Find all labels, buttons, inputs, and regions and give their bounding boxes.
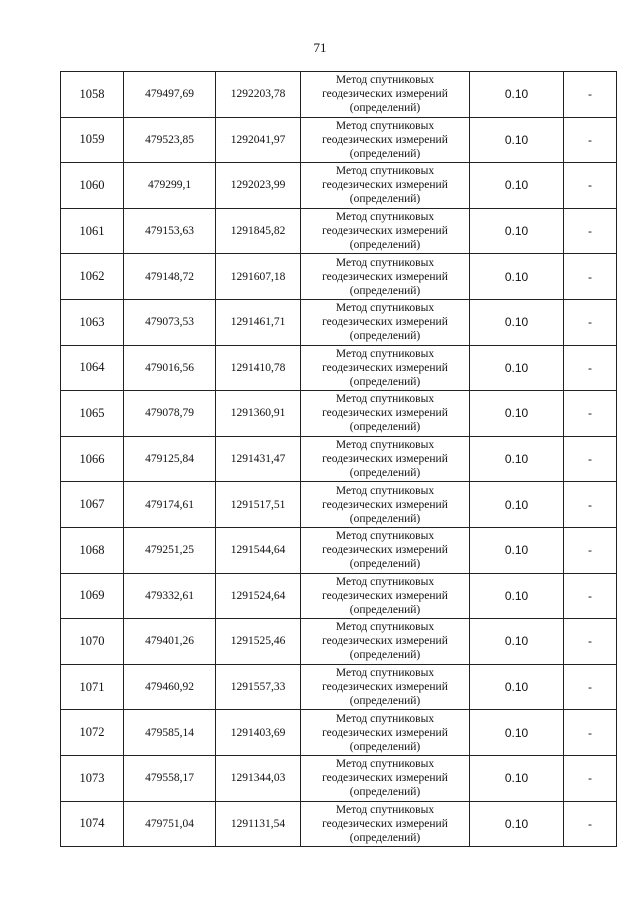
table-row (61, 391, 617, 437)
x-coordinate-cell: 479751,04 (124, 801, 216, 847)
method-line: Метод спутниковых (335, 758, 435, 771)
x-coordinate-cell: 479460,92 (124, 664, 216, 710)
accuracy-cell: 0.10 (470, 254, 564, 300)
y-coordinate-cell: 1291524,64 (216, 573, 301, 619)
method-line: Метод спутниковых (335, 74, 435, 87)
point-number-cell: 1063 (61, 299, 124, 345)
method-cell (301, 254, 470, 300)
accuracy-cell: 0.10 (470, 72, 564, 118)
accuracy-cell: 0.10 (470, 345, 564, 391)
method-line: геодезических измерений (322, 407, 448, 420)
accuracy-cell: 0.10 (470, 391, 564, 437)
y-coordinate-cell: 1291344,03 (216, 755, 301, 801)
method-cell (301, 573, 470, 619)
method-line: геодезических измерений (322, 726, 448, 739)
table-row (61, 801, 617, 847)
accuracy-cell: 0.10 (470, 299, 564, 345)
table-row (61, 436, 617, 482)
method-cell (301, 664, 470, 710)
note-cell: - (564, 482, 617, 528)
note-cell: - (564, 72, 617, 118)
y-coordinate-cell: 1291557,33 (216, 664, 301, 710)
point-number-cell: 1068 (61, 527, 124, 573)
method-line: геодезических измерений (322, 361, 448, 374)
method-line: (определений) (349, 421, 421, 434)
method-line: геодезических измерений (322, 681, 448, 694)
y-coordinate-cell: 1291131,54 (216, 801, 301, 847)
note-cell: - (564, 208, 617, 254)
method-cell (301, 299, 470, 345)
x-coordinate-cell: 479016,56 (124, 345, 216, 391)
method-cell (301, 755, 470, 801)
method-cell (301, 619, 470, 665)
method-line: геодезических измерений (322, 270, 448, 283)
method-line: Метод спутниковых (335, 165, 435, 178)
table-row (61, 345, 617, 391)
point-number-cell: 1060 (61, 163, 124, 209)
y-coordinate-cell: 1291517,51 (216, 482, 301, 528)
note-cell: - (564, 527, 617, 573)
method-line: геодезических измерений (322, 133, 448, 146)
note-cell: - (564, 299, 617, 345)
y-coordinate-cell: 1291360,91 (216, 391, 301, 437)
method-line: Метод спутниковых (335, 439, 435, 452)
method-cell (301, 208, 470, 254)
method-line: Метод спутниковых (335, 393, 435, 406)
x-coordinate-cell: 479332,61 (124, 573, 216, 619)
note-cell: - (564, 664, 617, 710)
method-line: геодезических измерений (322, 498, 448, 511)
note-cell: - (564, 254, 617, 300)
method-line: (определений) (349, 831, 421, 844)
accuracy-cell: 0.10 (470, 619, 564, 665)
table-body (61, 72, 617, 847)
method-line: (определений) (349, 649, 421, 662)
method-line: геодезических измерений (322, 772, 448, 785)
method-line: (определений) (349, 330, 421, 343)
point-number-cell: 1069 (61, 573, 124, 619)
method-line: (определений) (349, 467, 421, 480)
method-line: Метод спутниковых (335, 530, 435, 543)
method-line: Метод спутниковых (335, 803, 435, 816)
y-coordinate-cell: 1292041,97 (216, 117, 301, 163)
method-cell (301, 710, 470, 756)
note-cell: - (564, 710, 617, 756)
x-coordinate-cell: 479523,85 (124, 117, 216, 163)
accuracy-cell: 0.10 (470, 436, 564, 482)
method-cell (301, 527, 470, 573)
point-number-cell: 1062 (61, 254, 124, 300)
table-row (61, 208, 617, 254)
accuracy-cell: 0.10 (470, 163, 564, 209)
point-number-cell: 1061 (61, 208, 124, 254)
note-cell: - (564, 801, 617, 847)
x-coordinate-cell: 479174,61 (124, 482, 216, 528)
accuracy-cell: 0.10 (470, 527, 564, 573)
method-line: Метод спутниковых (335, 347, 435, 360)
method-line: геодезических измерений (322, 635, 448, 648)
table-row (61, 573, 617, 619)
method-line: (определений) (349, 695, 421, 708)
method-line: (определений) (349, 603, 421, 616)
method-line: Метод спутниковых (335, 621, 435, 634)
method-line: Метод спутниковых (335, 256, 435, 269)
y-coordinate-cell: 1292023,99 (216, 163, 301, 209)
note-cell: - (564, 117, 617, 163)
point-number-cell: 1065 (61, 391, 124, 437)
method-line: Метод спутниковых (335, 302, 435, 315)
method-cell (301, 482, 470, 528)
point-number-cell: 1066 (61, 436, 124, 482)
method-cell (301, 72, 470, 118)
table-row (61, 254, 617, 300)
method-line: Метод спутниковых (335, 211, 435, 224)
point-number-cell: 1059 (61, 117, 124, 163)
accuracy-cell: 0.10 (470, 755, 564, 801)
x-coordinate-cell: 479585,14 (124, 710, 216, 756)
method-line: геодезических измерений (322, 544, 448, 557)
x-coordinate-cell: 479251,25 (124, 527, 216, 573)
x-coordinate-cell: 479497,69 (124, 72, 216, 118)
method-line: Метод спутниковых (335, 484, 435, 497)
note-cell: - (564, 345, 617, 391)
method-line: (определений) (349, 786, 421, 799)
note-cell: - (564, 436, 617, 482)
coordinates-table (60, 71, 617, 847)
note-cell: - (564, 619, 617, 665)
table-row (61, 163, 617, 209)
method-cell (301, 163, 470, 209)
method-cell (301, 801, 470, 847)
table-row (61, 482, 617, 528)
method-line: Метод спутниковых (335, 667, 435, 680)
method-line: Метод спутниковых (335, 119, 435, 132)
table-row (61, 527, 617, 573)
note-cell: - (564, 755, 617, 801)
y-coordinate-cell: 1291410,78 (216, 345, 301, 391)
accuracy-cell: 0.10 (470, 664, 564, 710)
method-cell (301, 117, 470, 163)
method-line: (определений) (349, 740, 421, 753)
y-coordinate-cell: 1292203,78 (216, 72, 301, 118)
point-number-cell: 1074 (61, 801, 124, 847)
y-coordinate-cell: 1291403,69 (216, 710, 301, 756)
method-cell (301, 391, 470, 437)
accuracy-cell: 0.10 (470, 482, 564, 528)
point-number-cell: 1073 (61, 755, 124, 801)
method-line: (определений) (349, 239, 421, 252)
y-coordinate-cell: 1291845,82 (216, 208, 301, 254)
method-line: (определений) (349, 102, 421, 115)
table-row (61, 299, 617, 345)
method-line: геодезических измерений (322, 817, 448, 830)
accuracy-cell: 0.10 (470, 801, 564, 847)
x-coordinate-cell: 479558,17 (124, 755, 216, 801)
point-number-cell: 1064 (61, 345, 124, 391)
accuracy-cell: 0.10 (470, 573, 564, 619)
x-coordinate-cell: 479148,72 (124, 254, 216, 300)
table-row (61, 72, 617, 118)
y-coordinate-cell: 1291461,71 (216, 299, 301, 345)
table-row (61, 755, 617, 801)
x-coordinate-cell: 479078,79 (124, 391, 216, 437)
point-number-cell: 1070 (61, 619, 124, 665)
x-coordinate-cell: 479125,84 (124, 436, 216, 482)
method-line: геодезических измерений (322, 88, 448, 101)
table-row (61, 117, 617, 163)
y-coordinate-cell: 1291525,46 (216, 619, 301, 665)
method-line: (определений) (349, 147, 421, 160)
method-line: геодезических измерений (322, 316, 448, 329)
y-coordinate-cell: 1291544,64 (216, 527, 301, 573)
method-line: Метод спутниковых (335, 712, 435, 725)
method-line: геодезических измерений (322, 453, 448, 466)
note-cell: - (564, 573, 617, 619)
note-cell: - (564, 391, 617, 437)
x-coordinate-cell: 479153,63 (124, 208, 216, 254)
method-cell (301, 345, 470, 391)
note-cell: - (564, 163, 617, 209)
accuracy-cell: 0.10 (470, 117, 564, 163)
y-coordinate-cell: 1291607,18 (216, 254, 301, 300)
point-number-cell: 1071 (61, 664, 124, 710)
accuracy-cell: 0.10 (470, 208, 564, 254)
method-line: геодезических измерений (322, 225, 448, 238)
method-line: (определений) (349, 512, 421, 525)
method-line: Метод спутниковых (335, 575, 435, 588)
table-row (61, 664, 617, 710)
table-row (61, 710, 617, 756)
accuracy-cell: 0.10 (470, 710, 564, 756)
method-line: геодезических измерений (322, 179, 448, 192)
y-coordinate-cell: 1291431,47 (216, 436, 301, 482)
method-line: геодезических измерений (322, 589, 448, 602)
method-line: (определений) (349, 193, 421, 206)
x-coordinate-cell: 479401,26 (124, 619, 216, 665)
method-line: (определений) (349, 375, 421, 388)
page-number: 71 (313, 40, 327, 55)
point-number-cell: 1067 (61, 482, 124, 528)
method-line: (определений) (349, 284, 421, 297)
point-number-cell: 1072 (61, 710, 124, 756)
method-cell (301, 436, 470, 482)
point-number-cell: 1058 (61, 72, 124, 118)
table-row (61, 619, 617, 665)
method-line: (определений) (349, 558, 421, 571)
x-coordinate-cell: 479299,1 (124, 163, 216, 209)
x-coordinate-cell: 479073,53 (124, 299, 216, 345)
